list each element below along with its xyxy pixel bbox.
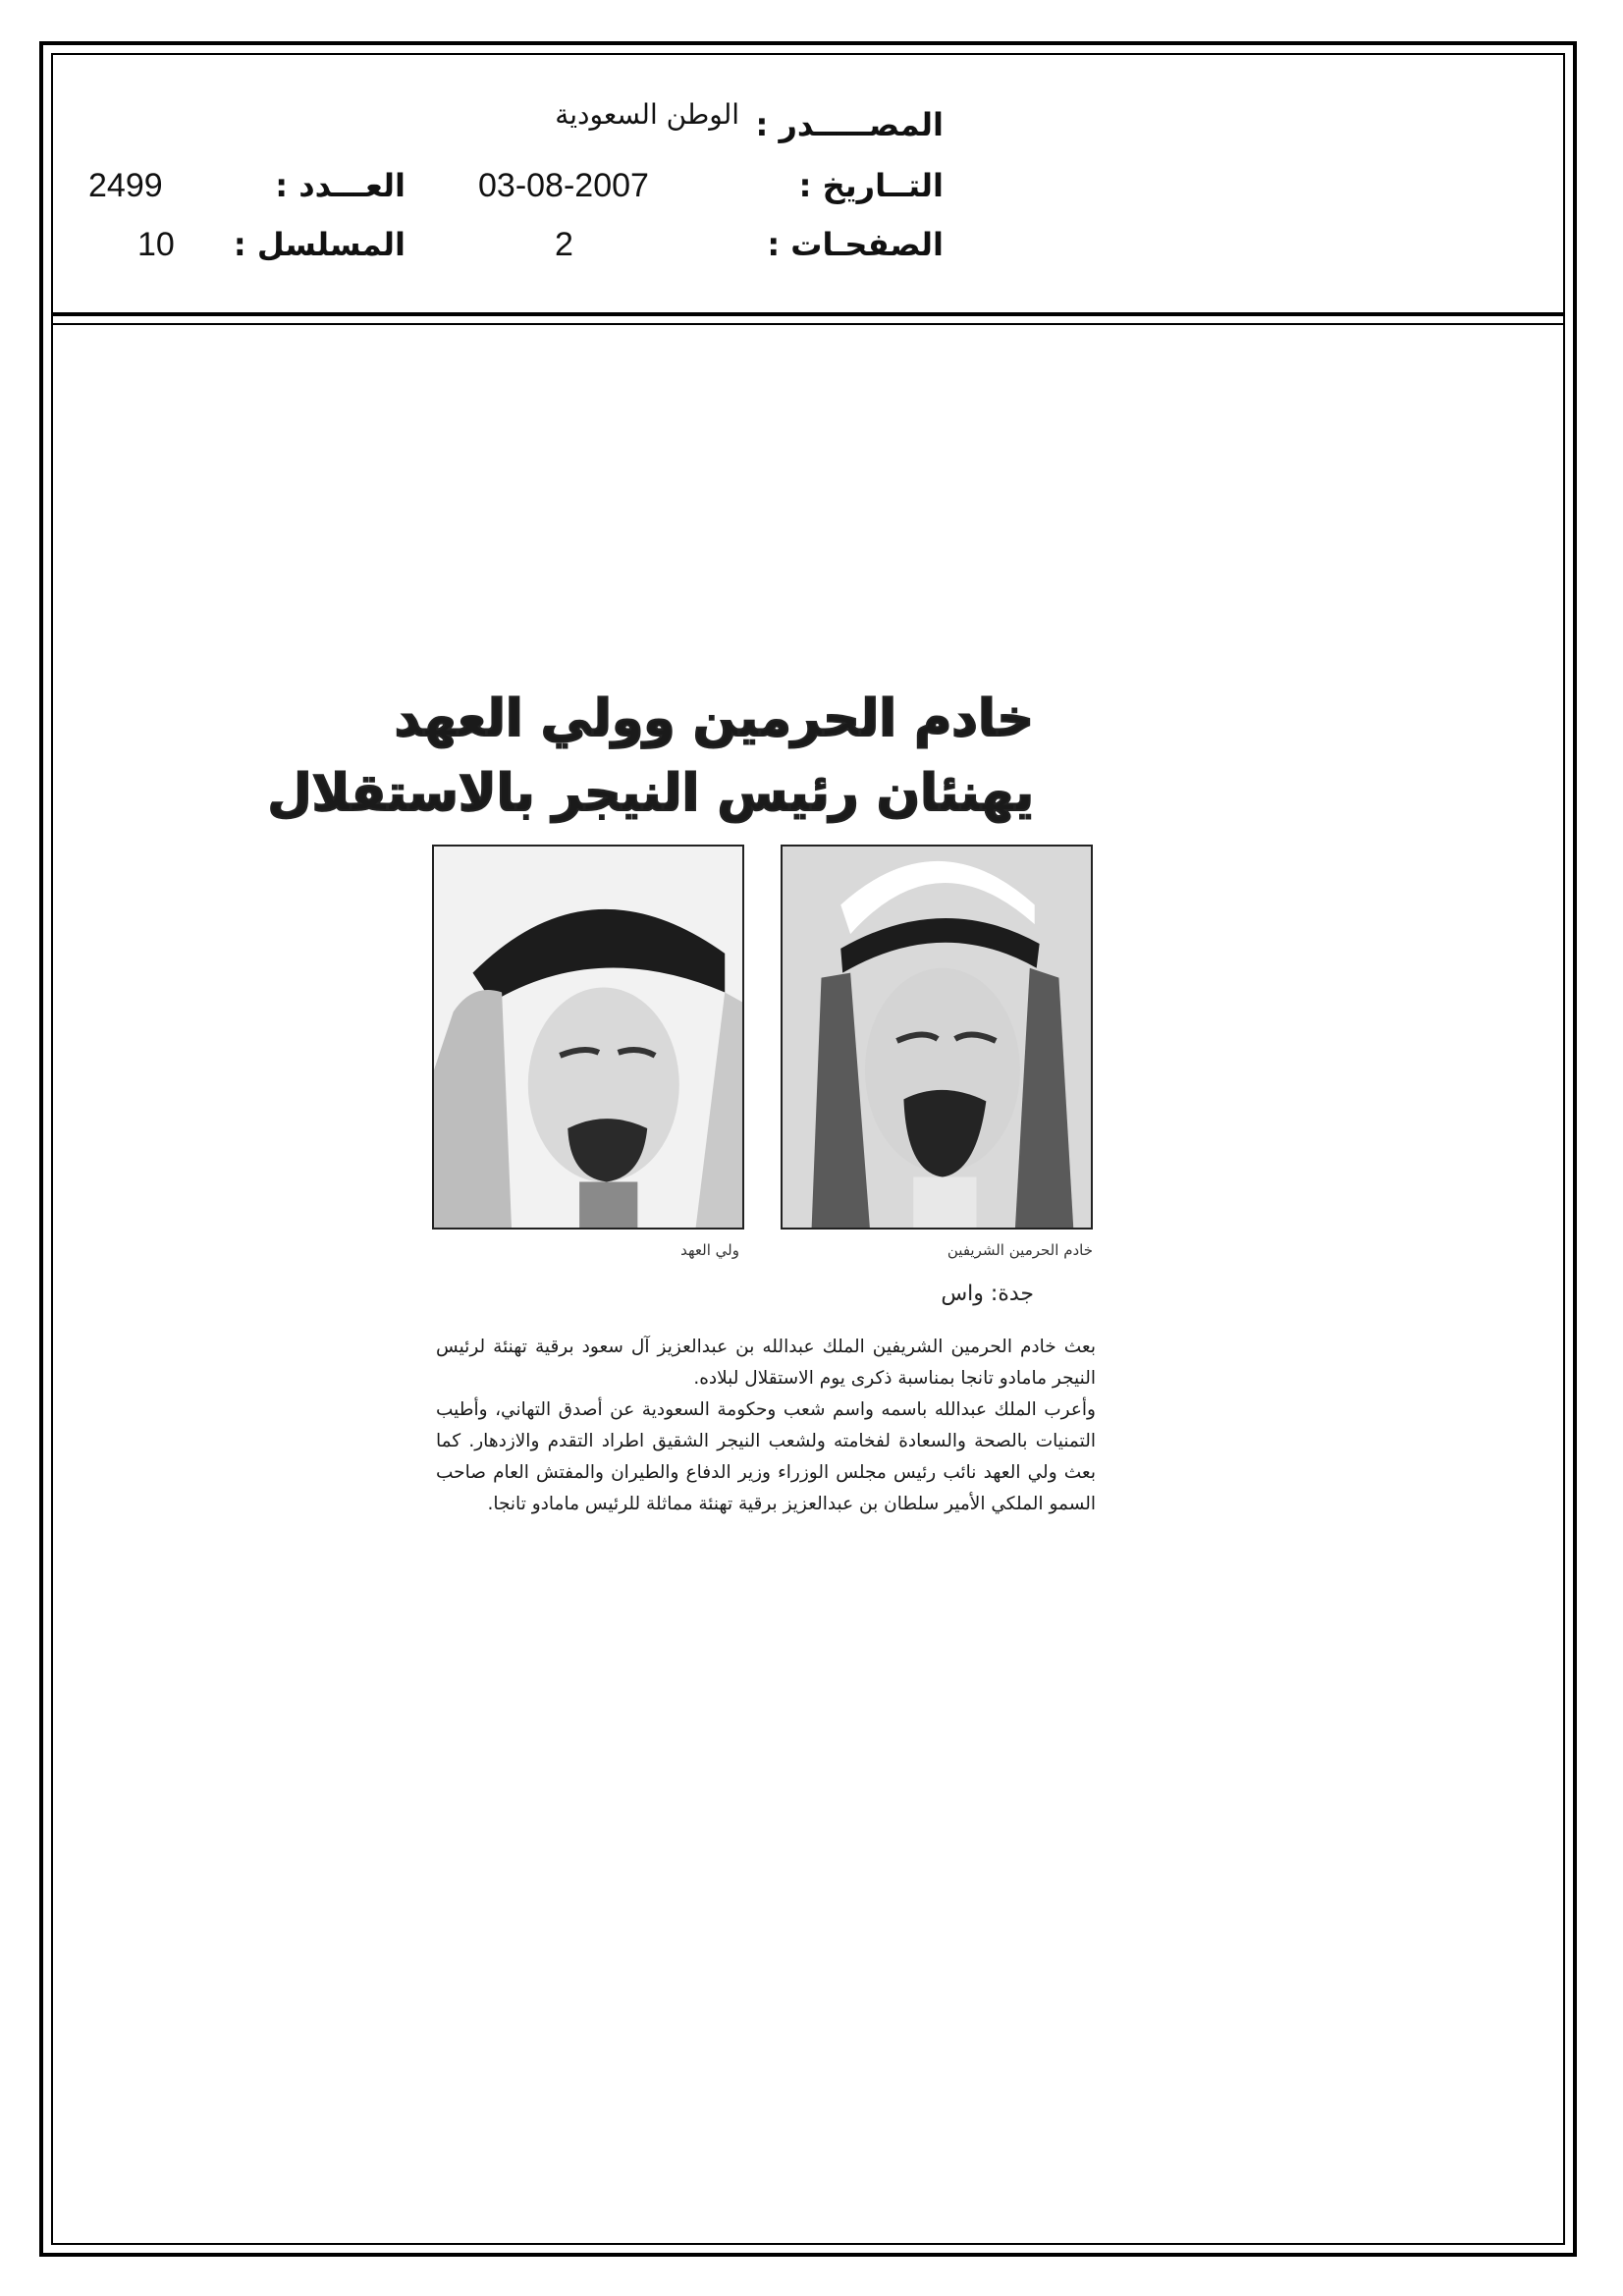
- source-value: الوطن السعودية: [555, 98, 739, 131]
- king-photo: [781, 845, 1093, 1230]
- article-body: [436, 1332, 1096, 1520]
- serial-label: المسلسل :: [233, 226, 406, 263]
- headline-line-1: خادم الحرمين وولي العهد: [394, 689, 1034, 748]
- pages-value: 2: [555, 226, 573, 263]
- source-label: المصـــــدر :: [755, 106, 944, 143]
- dateline: جدة: واس: [941, 1282, 1034, 1306]
- pages-label: الصفحـات :: [767, 226, 944, 263]
- issue-value: 2499: [88, 167, 163, 204]
- date-value: 03-08-2007: [478, 167, 649, 204]
- header-divider-inner: [51, 323, 1565, 325]
- king-photo-caption: خادم الحرمين الشريفين: [947, 1241, 1093, 1259]
- crown-prince-photo: [432, 845, 744, 1230]
- serial-value: 10: [137, 226, 175, 263]
- header-divider: [51, 312, 1565, 316]
- article-paragraph: بعث خادم الحرمين الشريفين الملك عبدالله بن عبدالعزيز آل سعود برقية تهنئة لرئيس النيجر مامادو تانجا بمناسبة ذكرى يوم الاستقلال لبلاده.: [436, 1337, 1096, 1389]
- crown-prince-photo-caption: ولي العهد: [680, 1241, 739, 1259]
- date-label: التــاريخ :: [798, 167, 944, 204]
- issue-label: العـــدد :: [275, 167, 406, 204]
- headline-line-2: يهنئان رئيس النيجر بالاستقلال: [267, 764, 1034, 823]
- article-paragraph: وأعرب الملك عبدالله باسمه واسم شعب وحكومة السعودية عن أصدق التهاني، وأطيب التمنيات بالصحة والسعادة لفخامته ولشعب النيجر الشقيق اطراد التقدم والازدهار. كما بعث ولي العهد نائب رئيس مجلس الوزراء وزير الدفاع والطيران والمفتش العام صاحب السمو الملكي الأمير سلطان بن عبدالعزيز برقية تهنئة مماثلة للرئيس مامادو تانجا.: [436, 1399, 1096, 1514]
